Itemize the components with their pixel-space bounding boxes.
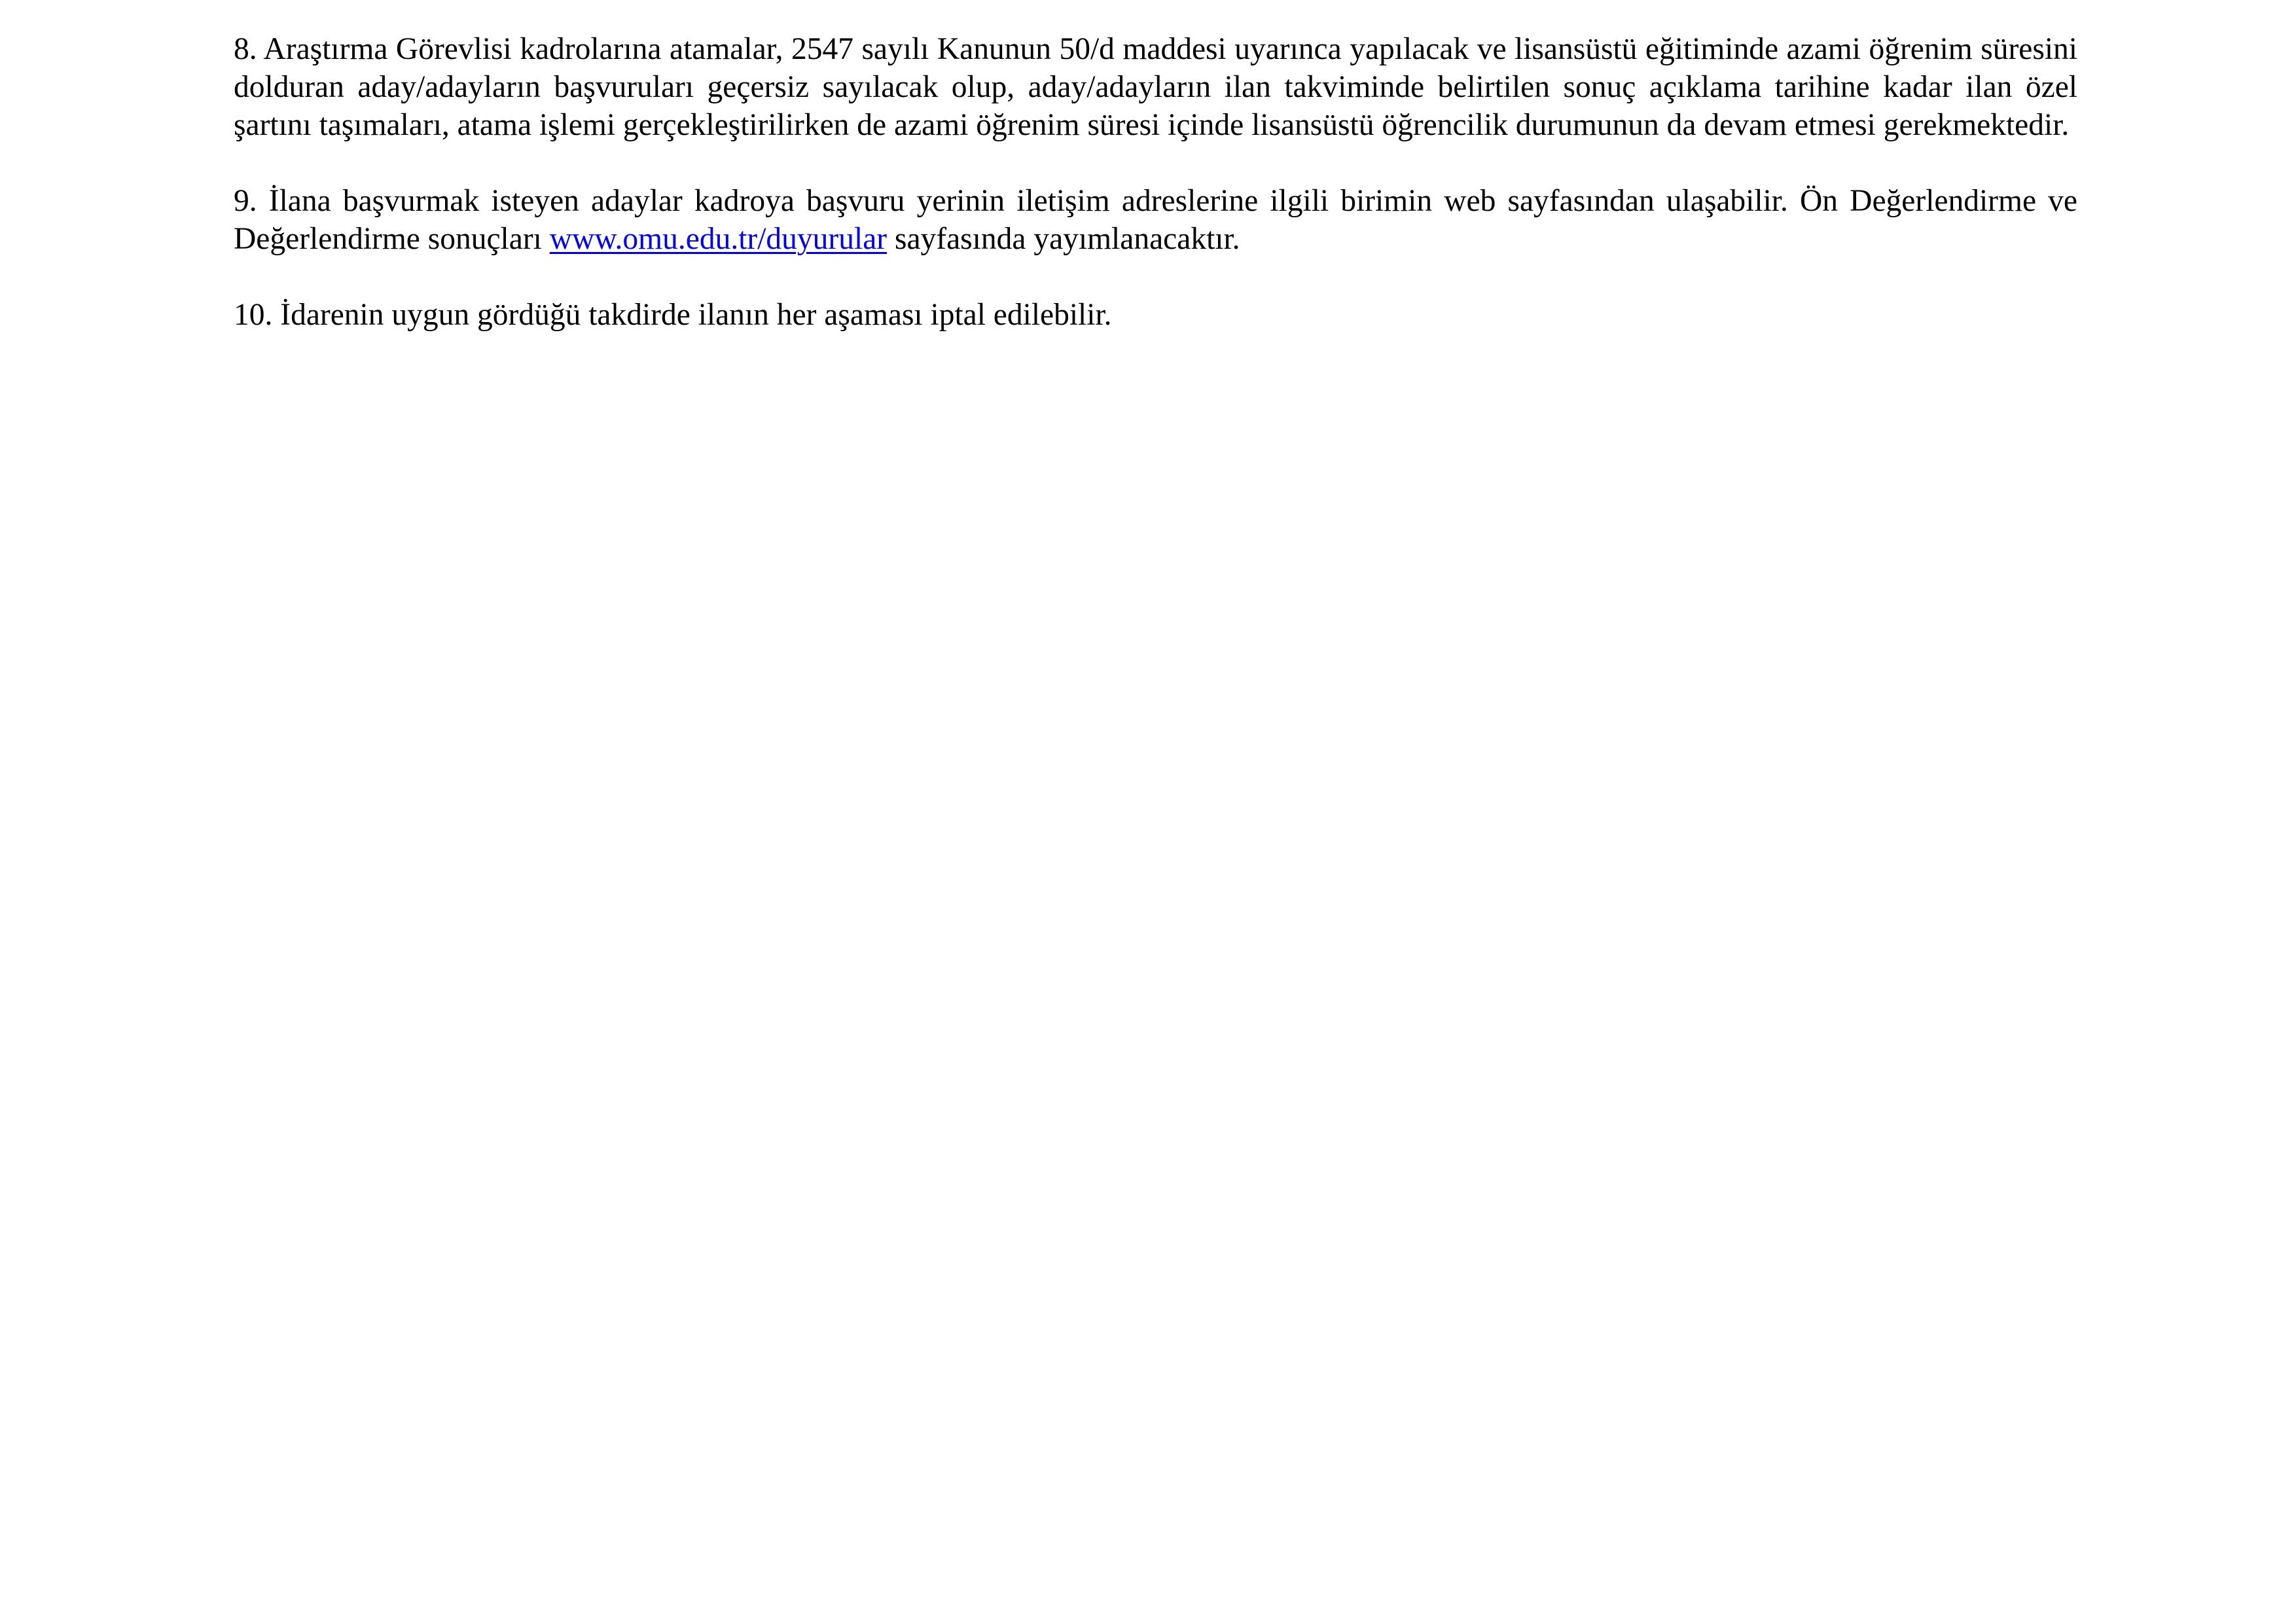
paragraph-8: 8. Araştırma Görevlisi kadrolarına atamalar, 2547 sayılı Kanunun 50/d maddesi uyarınca yapılacak ve lisansüstü eğitiminde azami öğrenim süresini dolduran aday/adayların başvuruları geçersiz sayılacak olup, aday/adayların ilan takviminde belirtilen sonuç açıklama tarihine kadar ilan özel şartını taşımaları, atama işlemi gerçekleştirilirken de azami öğrenim süresi içinde lisansüstü öğrencilik durumunun da devam etmesi gerekmektedir. <box>234 32 2077 142</box>
document-body <box>234 30 2077 372</box>
paragraph-10: 10. İdarenin uygun gördüğü takdirde ilanın her aşaması iptal edilebilir. <box>234 298 1112 332</box>
announcements-link[interactable]: www.omu.edu.tr/duyurular <box>549 222 888 256</box>
paragraph-9-text-before-link: 9. İlana başvurmak isteyen adaylar kadroya başvuru yerinin iletişim adreslerine ilgili birimin web sayfasından ulaşabilir. Ön Değerlendirme ve Değerlendirme sonuçları <box>234 184 2077 256</box>
paragraph-9 <box>234 182 2077 258</box>
paragraph-9-text-after-link: sayfasında yayımlanacaktır. <box>887 222 1240 256</box>
